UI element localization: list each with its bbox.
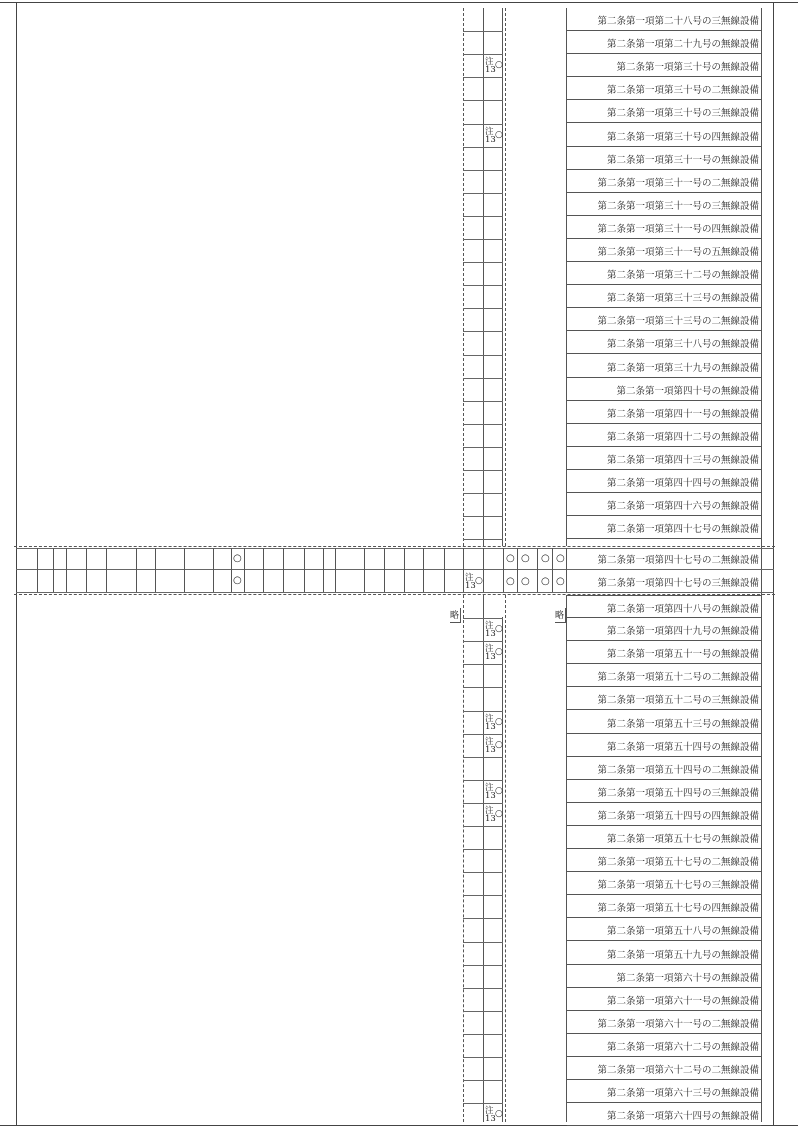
band-row-divider xyxy=(463,872,503,873)
row-label: 第二条第一項第四十八号の無線設備 xyxy=(606,604,759,615)
left-margin-line xyxy=(16,3,17,1125)
table-row xyxy=(567,77,761,100)
band-row-divider xyxy=(463,1034,503,1035)
row-label: 第二条第一項第三十号の無線設備 xyxy=(616,62,759,74)
row-label: 第二条第一項第六十一号の二無線設備 xyxy=(597,1018,759,1030)
row-label: 第二条第一項第三十八号の無線設備 xyxy=(606,339,759,351)
hband-row-1-text: 第二条第一項第四十七号の二無線設備 xyxy=(597,555,759,566)
band-left-dash-lower xyxy=(463,595,464,1122)
note-marker: 注 13 ○ xyxy=(485,736,503,755)
band-row-divider xyxy=(463,239,503,240)
hband-column-divider xyxy=(155,548,156,592)
right-margin-line xyxy=(773,3,774,1125)
hband-column-divider xyxy=(537,548,538,592)
band-row-divider xyxy=(463,470,503,471)
hband-top-dash xyxy=(14,546,775,547)
band-row-divider xyxy=(463,355,503,356)
table-row xyxy=(567,470,761,493)
hband-column-divider xyxy=(86,548,87,592)
table-row xyxy=(567,780,761,803)
table-row xyxy=(567,1080,761,1103)
hband-column-divider xyxy=(364,548,365,592)
band-row-divider xyxy=(463,895,503,896)
table-row xyxy=(567,872,761,895)
hband-row-1 xyxy=(567,548,761,569)
row-label: 第二条第一項第三十一号の無線設備 xyxy=(606,154,759,166)
row-label: 第二条第一項第六十三号の無線設備 xyxy=(606,1088,759,1100)
row-label: 第二条第一項第四十四号の無線設備 xyxy=(606,478,759,489)
band-inner-line2 xyxy=(502,8,503,546)
note-marker: 注 13 ○ xyxy=(485,644,503,663)
band-row-divider xyxy=(463,100,503,101)
hband-column-divider xyxy=(283,548,284,592)
table-row xyxy=(567,216,761,239)
hband-column-divider xyxy=(304,548,305,592)
band-row-divider xyxy=(463,849,503,850)
band-row-divider xyxy=(463,965,503,966)
row-label: 第二条第一項第三十一号の五無線設備 xyxy=(597,247,759,258)
hband-column-divider xyxy=(263,548,264,592)
omit-label-right: 略 xyxy=(555,608,566,623)
row-label: 第二条第一項第五十一号の無線設備 xyxy=(606,649,759,661)
table-row xyxy=(567,31,761,54)
hband-row-2 xyxy=(567,570,761,592)
band-row-divider xyxy=(463,1080,503,1081)
band-row-divider xyxy=(463,1057,503,1058)
band-right-dash xyxy=(505,8,506,546)
table-row xyxy=(567,147,761,170)
hband-column-divider xyxy=(444,548,445,592)
row-label: 第二条第一項第四十一号の無線設備 xyxy=(606,408,759,420)
hband-column-divider xyxy=(66,548,67,592)
row-label: 第二条第一項第六十四号の無線設備 xyxy=(606,1111,759,1123)
mark-r2-c: ○ xyxy=(541,576,550,587)
table-row xyxy=(567,378,761,401)
hband-row-2-text: 第二条第一項第四十七号の三無線設備 xyxy=(597,578,759,589)
table-row xyxy=(567,1103,761,1126)
band-row-divider xyxy=(463,516,503,517)
note-marker: 注 13 ○ xyxy=(485,621,503,640)
table-row xyxy=(567,895,761,918)
row-label: 第二条第一項第三十一号の二無線設備 xyxy=(597,177,759,189)
band-row-divider xyxy=(463,988,503,989)
table-row xyxy=(567,355,761,378)
table-row xyxy=(567,262,761,285)
band-row-divider xyxy=(463,424,503,425)
mark-r1-a: ○ xyxy=(506,553,515,564)
table-row xyxy=(567,285,761,308)
table-row xyxy=(567,687,761,710)
band-right-dash-lower xyxy=(505,595,506,1122)
hband-column-divider xyxy=(404,548,405,592)
note-marker: 注 13 ○ xyxy=(485,805,503,824)
mark-r2-d: ○ xyxy=(556,576,565,587)
row-label: 第二条第一項第三十三号の二無線設備 xyxy=(597,316,759,328)
band-row-divider xyxy=(463,193,503,194)
table-row xyxy=(567,193,761,216)
row-label: 第二条第一項第三十三号の無線設備 xyxy=(606,293,759,305)
table-row xyxy=(567,308,761,331)
row-label: 第二条第一項第三十号の四無線設備 xyxy=(606,131,759,143)
band-inner-line xyxy=(483,8,484,546)
hband-column-divider xyxy=(231,548,232,592)
hband-column-divider xyxy=(136,548,137,592)
hband-column-divider xyxy=(106,548,107,592)
row-label: 第二条第一項第六十二号の無線設備 xyxy=(606,1041,759,1053)
row-label: 第二条第一項第五十四号の四無線設備 xyxy=(597,810,759,822)
table-row xyxy=(567,641,761,664)
row-label: 第二条第一項第五十二号の二無線設備 xyxy=(597,672,759,684)
table-row xyxy=(567,331,761,354)
row-label: 第二条第一項第四十六号の無線設備 xyxy=(606,501,759,513)
row-label: 第二条第一項第四十号の無線設備 xyxy=(616,385,759,397)
table-row xyxy=(567,239,761,262)
table-row xyxy=(567,424,761,447)
table-row xyxy=(567,918,761,941)
note-marker: 注 13 ○ xyxy=(485,1106,503,1125)
table-row xyxy=(567,100,761,123)
mark-left-1: ○ xyxy=(233,553,242,564)
band-inner-line-lower xyxy=(483,595,484,1122)
mark-r2-a: ○ xyxy=(506,576,515,587)
hband-column-divider xyxy=(213,548,214,592)
band-row-divider xyxy=(463,757,503,758)
table-row xyxy=(567,849,761,872)
table-row xyxy=(567,401,761,424)
band-left-dash xyxy=(463,8,464,546)
hband-column-divider xyxy=(503,548,504,592)
band-row-divider xyxy=(463,539,503,540)
table-row xyxy=(567,664,761,687)
note-marker: 注 13 ○ xyxy=(485,57,503,76)
table-row xyxy=(567,8,761,31)
band-row-divider xyxy=(463,918,503,919)
band-row-divider xyxy=(463,285,503,286)
hband-column-divider xyxy=(323,548,324,592)
row-label: 第二条第一項第三十号の三無線設備 xyxy=(606,108,759,120)
table-row xyxy=(567,803,761,826)
band-inner-line2-lower xyxy=(502,617,503,1122)
band-row-divider xyxy=(463,942,503,943)
row-label: 第二条第一項第五十七号の二無線設備 xyxy=(597,857,759,869)
row-label: 第二条第一項第五十七号の無線設備 xyxy=(606,834,759,845)
band-row-divider xyxy=(463,331,503,332)
table-row xyxy=(567,711,761,734)
band-row-divider xyxy=(463,147,503,148)
note-marker: 注 13 ○ xyxy=(485,713,503,732)
hband-column-divider xyxy=(53,548,54,592)
table-row xyxy=(567,493,761,516)
band-row-divider xyxy=(463,262,503,263)
row-label: 第二条第一項第六十二号の二無線設備 xyxy=(597,1065,759,1076)
table-row xyxy=(567,1034,761,1057)
note-marker: 注 13 ○ xyxy=(485,126,503,145)
row-label: 第二条第一項第三十一号の四無線設備 xyxy=(597,223,759,235)
table-row xyxy=(567,942,761,965)
row-label: 第二条第一項第五十七号の三無線設備 xyxy=(597,880,759,892)
hband-column-divider xyxy=(552,548,553,592)
top-border xyxy=(0,2,798,3)
hband-column-divider xyxy=(244,548,245,592)
row-label: 第二条第一項第五十七号の四無線設備 xyxy=(597,903,759,915)
table-row xyxy=(567,826,761,849)
row-label: 第二条第一項第五十四号の二無線設備 xyxy=(597,764,759,776)
row-label: 第二条第一項第五十三号の無線設備 xyxy=(606,718,759,730)
band-row-divider xyxy=(463,664,503,665)
row-label: 第二条第一項第六十一号の無線設備 xyxy=(606,995,759,1007)
mark-r1-c: ○ xyxy=(541,553,550,564)
table-row xyxy=(567,516,761,539)
hband-column-divider xyxy=(37,548,38,592)
band-row-divider xyxy=(463,1011,503,1012)
row-label: 第二条第一項第三十号の二無線設備 xyxy=(606,85,759,97)
band-row-divider xyxy=(463,170,503,171)
table-row xyxy=(567,595,761,618)
mark-left-2: ○ xyxy=(233,575,242,586)
mark-r1-b: ○ xyxy=(521,553,530,564)
row-label: 第二条第一項第五十二号の三無線設備 xyxy=(597,695,759,707)
band-row-divider xyxy=(463,77,503,78)
hband-column-divider xyxy=(423,548,424,592)
band-row-divider xyxy=(463,687,503,688)
row-label: 第二条第一項第五十四号の無線設備 xyxy=(606,741,759,753)
table-row xyxy=(567,965,761,988)
row-label: 第二条第一項第五十八号の無線設備 xyxy=(606,926,759,938)
band-row-divider xyxy=(463,216,503,217)
table-right-border xyxy=(761,8,762,1122)
table-row xyxy=(567,734,761,757)
row-label: 第二条第一項第六十号の無線設備 xyxy=(616,972,759,984)
band-row-divider xyxy=(463,493,503,494)
table-row xyxy=(567,757,761,780)
table-row xyxy=(567,54,761,77)
band-row-divider xyxy=(463,826,503,827)
row-label: 第二条第一項第四十九号の無線設備 xyxy=(606,626,759,638)
table-row xyxy=(567,988,761,1011)
table-row xyxy=(567,1011,761,1034)
table-row xyxy=(567,447,761,470)
band-row-divider xyxy=(463,447,503,448)
row-label: 第二条第一項第四十二号の無線設備 xyxy=(606,431,759,443)
row-label: 第二条第一項第五十四号の三無線設備 xyxy=(597,787,759,799)
row-label: 第二条第一項第四十七号の無線設備 xyxy=(606,524,759,536)
table-row xyxy=(567,124,761,147)
band-row-divider xyxy=(463,378,503,379)
hband-column-divider xyxy=(384,548,385,592)
row-label: 第二条第一項第三十一号の三無線設備 xyxy=(597,200,759,212)
band-row-divider xyxy=(463,31,503,32)
band-row-divider xyxy=(463,308,503,309)
row-label: 第二条第一項第二十八号の三無線設備 xyxy=(597,16,759,27)
table-row xyxy=(567,170,761,193)
hband-bottom-line xyxy=(16,592,774,593)
table-row xyxy=(567,1057,761,1080)
mark-r1-d: ○ xyxy=(556,553,565,564)
hband-column-divider xyxy=(184,548,185,592)
row-label: 第二条第一項第五十九号の無線設備 xyxy=(606,949,759,961)
row-label: 第二条第一項第三十二号の無線設備 xyxy=(606,270,759,282)
row-label: 第二条第一項第二十九号の無線設備 xyxy=(606,39,759,51)
table-row xyxy=(567,618,761,641)
row-label: 第二条第一項第四十三号の無線設備 xyxy=(606,454,759,466)
hband-column-divider xyxy=(517,548,518,592)
row-label: 第二条第一項第三十九号の無線設備 xyxy=(606,362,759,374)
note-hband: 注 13 ○ xyxy=(465,573,483,591)
omit-label-left: 略 xyxy=(450,608,461,623)
band-row-divider xyxy=(463,401,503,402)
hband-column-divider xyxy=(335,548,336,592)
note-marker: 注 13 ○ xyxy=(485,782,503,801)
mark-r2-b: ○ xyxy=(521,576,530,587)
hband-bottom-dash xyxy=(14,594,775,595)
